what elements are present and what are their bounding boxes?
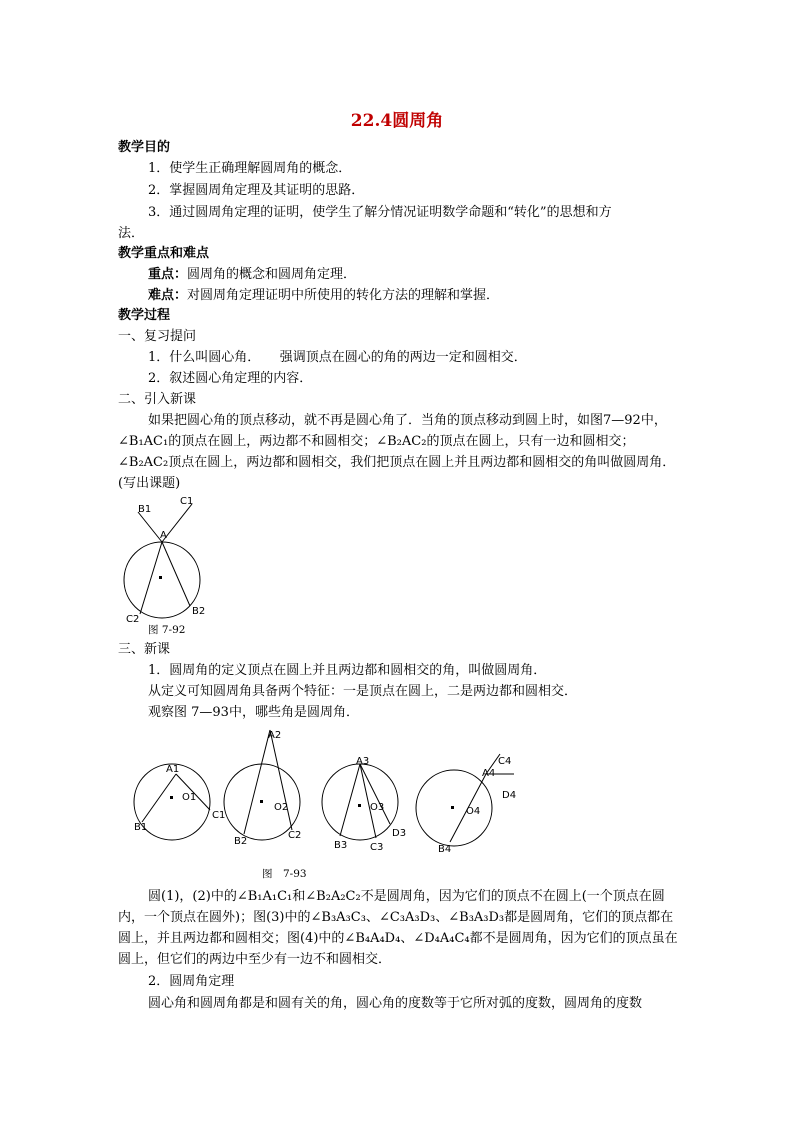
observation-paragraph xyxy=(118,886,678,970)
focus-line xyxy=(148,265,708,285)
goals-heading: 教学目的 xyxy=(118,140,171,155)
label-a1: A1 xyxy=(166,764,180,775)
intro-text-1: 如果把圆心角的顶点移动，就不再是圆心角了．当角的顶点移动到圆上时，如图7—92中， xyxy=(148,413,667,428)
label-b1: B1 xyxy=(138,504,152,515)
obs-text-7: 、 xyxy=(400,931,414,946)
focus-label: 重点： xyxy=(148,267,188,282)
intro-paragraph xyxy=(118,410,678,494)
label-b2: B2 xyxy=(192,606,206,617)
angle-b4a4d4: ∠B₄A₄D₄ xyxy=(344,931,401,946)
label-o3: O3 xyxy=(370,802,385,813)
obs-text-1: 圆(1)，(2)中的 xyxy=(148,889,237,904)
difficulty-line xyxy=(148,286,708,306)
intro-text-4: 顶点在圆上，两边都和圆相交，我们把顶点在圆上并且两边都和圆相交的角叫做圆周角．(写出课题) xyxy=(118,455,676,491)
angle-b3a3c3: ∠B₃A₃C₃ xyxy=(310,910,366,925)
label-d4: D4 xyxy=(502,790,517,801)
label-c1-fig93: C1 xyxy=(212,810,226,821)
figure-7-92-caption: 图 7-92 xyxy=(148,624,186,636)
label-d3: D3 xyxy=(392,828,407,839)
difficulty-text: 对圆周角定理证明中所使用的转化方法的理解和掌握． xyxy=(187,288,500,303)
angle-b2ac2: ∠B₂AC₂ xyxy=(376,434,427,449)
goal-3a: 3．通过圆周角定理的证明，使学生了解分情况证明数学命题和“转化”的思想和方 xyxy=(148,205,612,220)
obs-text-8: 都不是圆周角，因为它们的顶点虽在圆上，但它们的两边中至少有一边不和圆相交． xyxy=(118,931,678,967)
label-c2-fig93: C2 xyxy=(288,830,302,841)
label-a4: A4 xyxy=(482,768,496,779)
obs-text-5: 、 xyxy=(435,910,449,925)
page-title: 22.4圆周角 xyxy=(350,111,444,131)
focus-text: 圆周角的概念和圆周角定理． xyxy=(187,267,357,282)
angle-c3a3d3: ∠C₃A₃D₃ xyxy=(378,910,436,925)
figure-7-93 xyxy=(120,724,530,882)
review-1: 1．什么叫圆心角． 强调顶点在圆心的角的两边一定和圆相交． xyxy=(148,350,527,365)
label-c3: C3 xyxy=(370,842,384,853)
theorem-heading: 2．圆周角定理 xyxy=(148,974,235,989)
figure-7-93-caption: 图 7-93 xyxy=(262,868,307,880)
label-o4: O4 xyxy=(466,806,481,817)
label-b2-fig93: B2 xyxy=(234,836,248,847)
angle-b3a3d3: ∠B₃A₃D₃ xyxy=(448,910,505,925)
angle-b2ac2-second: ∠B₂AC₂ xyxy=(118,455,169,470)
obs-text-3: 不是圆周角，因为它们的顶点不在圆上(一个顶点在圆内，一个顶点在圆外)；图(3)中的 xyxy=(118,889,665,925)
label-a2: A2 xyxy=(268,730,282,741)
label-b4: B4 xyxy=(438,844,452,855)
label-c4: C4 xyxy=(498,756,512,767)
intro-heading: 二、引入新课 xyxy=(118,392,197,407)
goal-1: 1．使学生正确理解圆周角的概念． xyxy=(148,161,352,176)
review-2: 2．叙述圆心角定理的内容． xyxy=(148,371,313,386)
label-b3: B3 xyxy=(334,840,348,851)
label-o2: O2 xyxy=(274,802,289,813)
focus-heading: 教学重点和难点 xyxy=(118,246,210,261)
angle-b1ac1: ∠B₁AC₁ xyxy=(118,434,169,449)
new-3: 观察图 7—93中，哪些角是圆周角． xyxy=(148,705,359,720)
label-c2: C2 xyxy=(126,614,140,625)
angle-b1a1c1: ∠B₁A₁C₁ xyxy=(236,889,293,904)
label-o1: O1 xyxy=(182,792,197,803)
label-c1: C1 xyxy=(180,496,194,507)
difficulty-label: 难点： xyxy=(148,288,188,303)
figure-7-92 xyxy=(116,490,216,635)
label-a: A xyxy=(160,530,167,541)
theorem-paragraph: 圆心角和圆周角都是和圆有关的角，圆心角的度数等于它所对弧的度数，圆周角的度数 xyxy=(148,996,643,1011)
angle-d4a4c4: ∠D₄A₄C₄ xyxy=(413,931,470,946)
intro-text-3: 的顶点在圆上，只有一边和圆相交； xyxy=(426,434,635,449)
obs-text-2: 和 xyxy=(292,889,306,904)
angle-b2a2c2: ∠B₂A₂C₂ xyxy=(305,889,361,904)
goal-3b: 法． xyxy=(118,226,145,241)
new-heading: 三、新课 xyxy=(118,642,171,657)
review-heading: 一、复习提问 xyxy=(118,329,197,344)
process-heading: 教学过程 xyxy=(118,308,171,323)
intro-text-2: 的顶点在圆上，两边都不和圆相交； xyxy=(168,434,377,449)
obs-text-6: 都是圆周角，它们的顶点都在圆上，并且两边都和圆相交；图(4)中的 xyxy=(118,910,674,946)
obs-text-4: 、 xyxy=(365,910,379,925)
label-a3: A3 xyxy=(356,756,370,767)
label-b1-fig93: B1 xyxy=(134,822,148,833)
new-1: 1．圆周角的定义顶点在圆上并且两边都和圆相交的角，叫做圆周角． xyxy=(148,663,547,678)
new-2: 从定义可知圆周角具备两个特征：一是顶点在圆上，二是两边都和圆相交． xyxy=(148,684,578,699)
goal-2: 2．掌握圆周角定理及其证明的思路． xyxy=(148,183,365,198)
